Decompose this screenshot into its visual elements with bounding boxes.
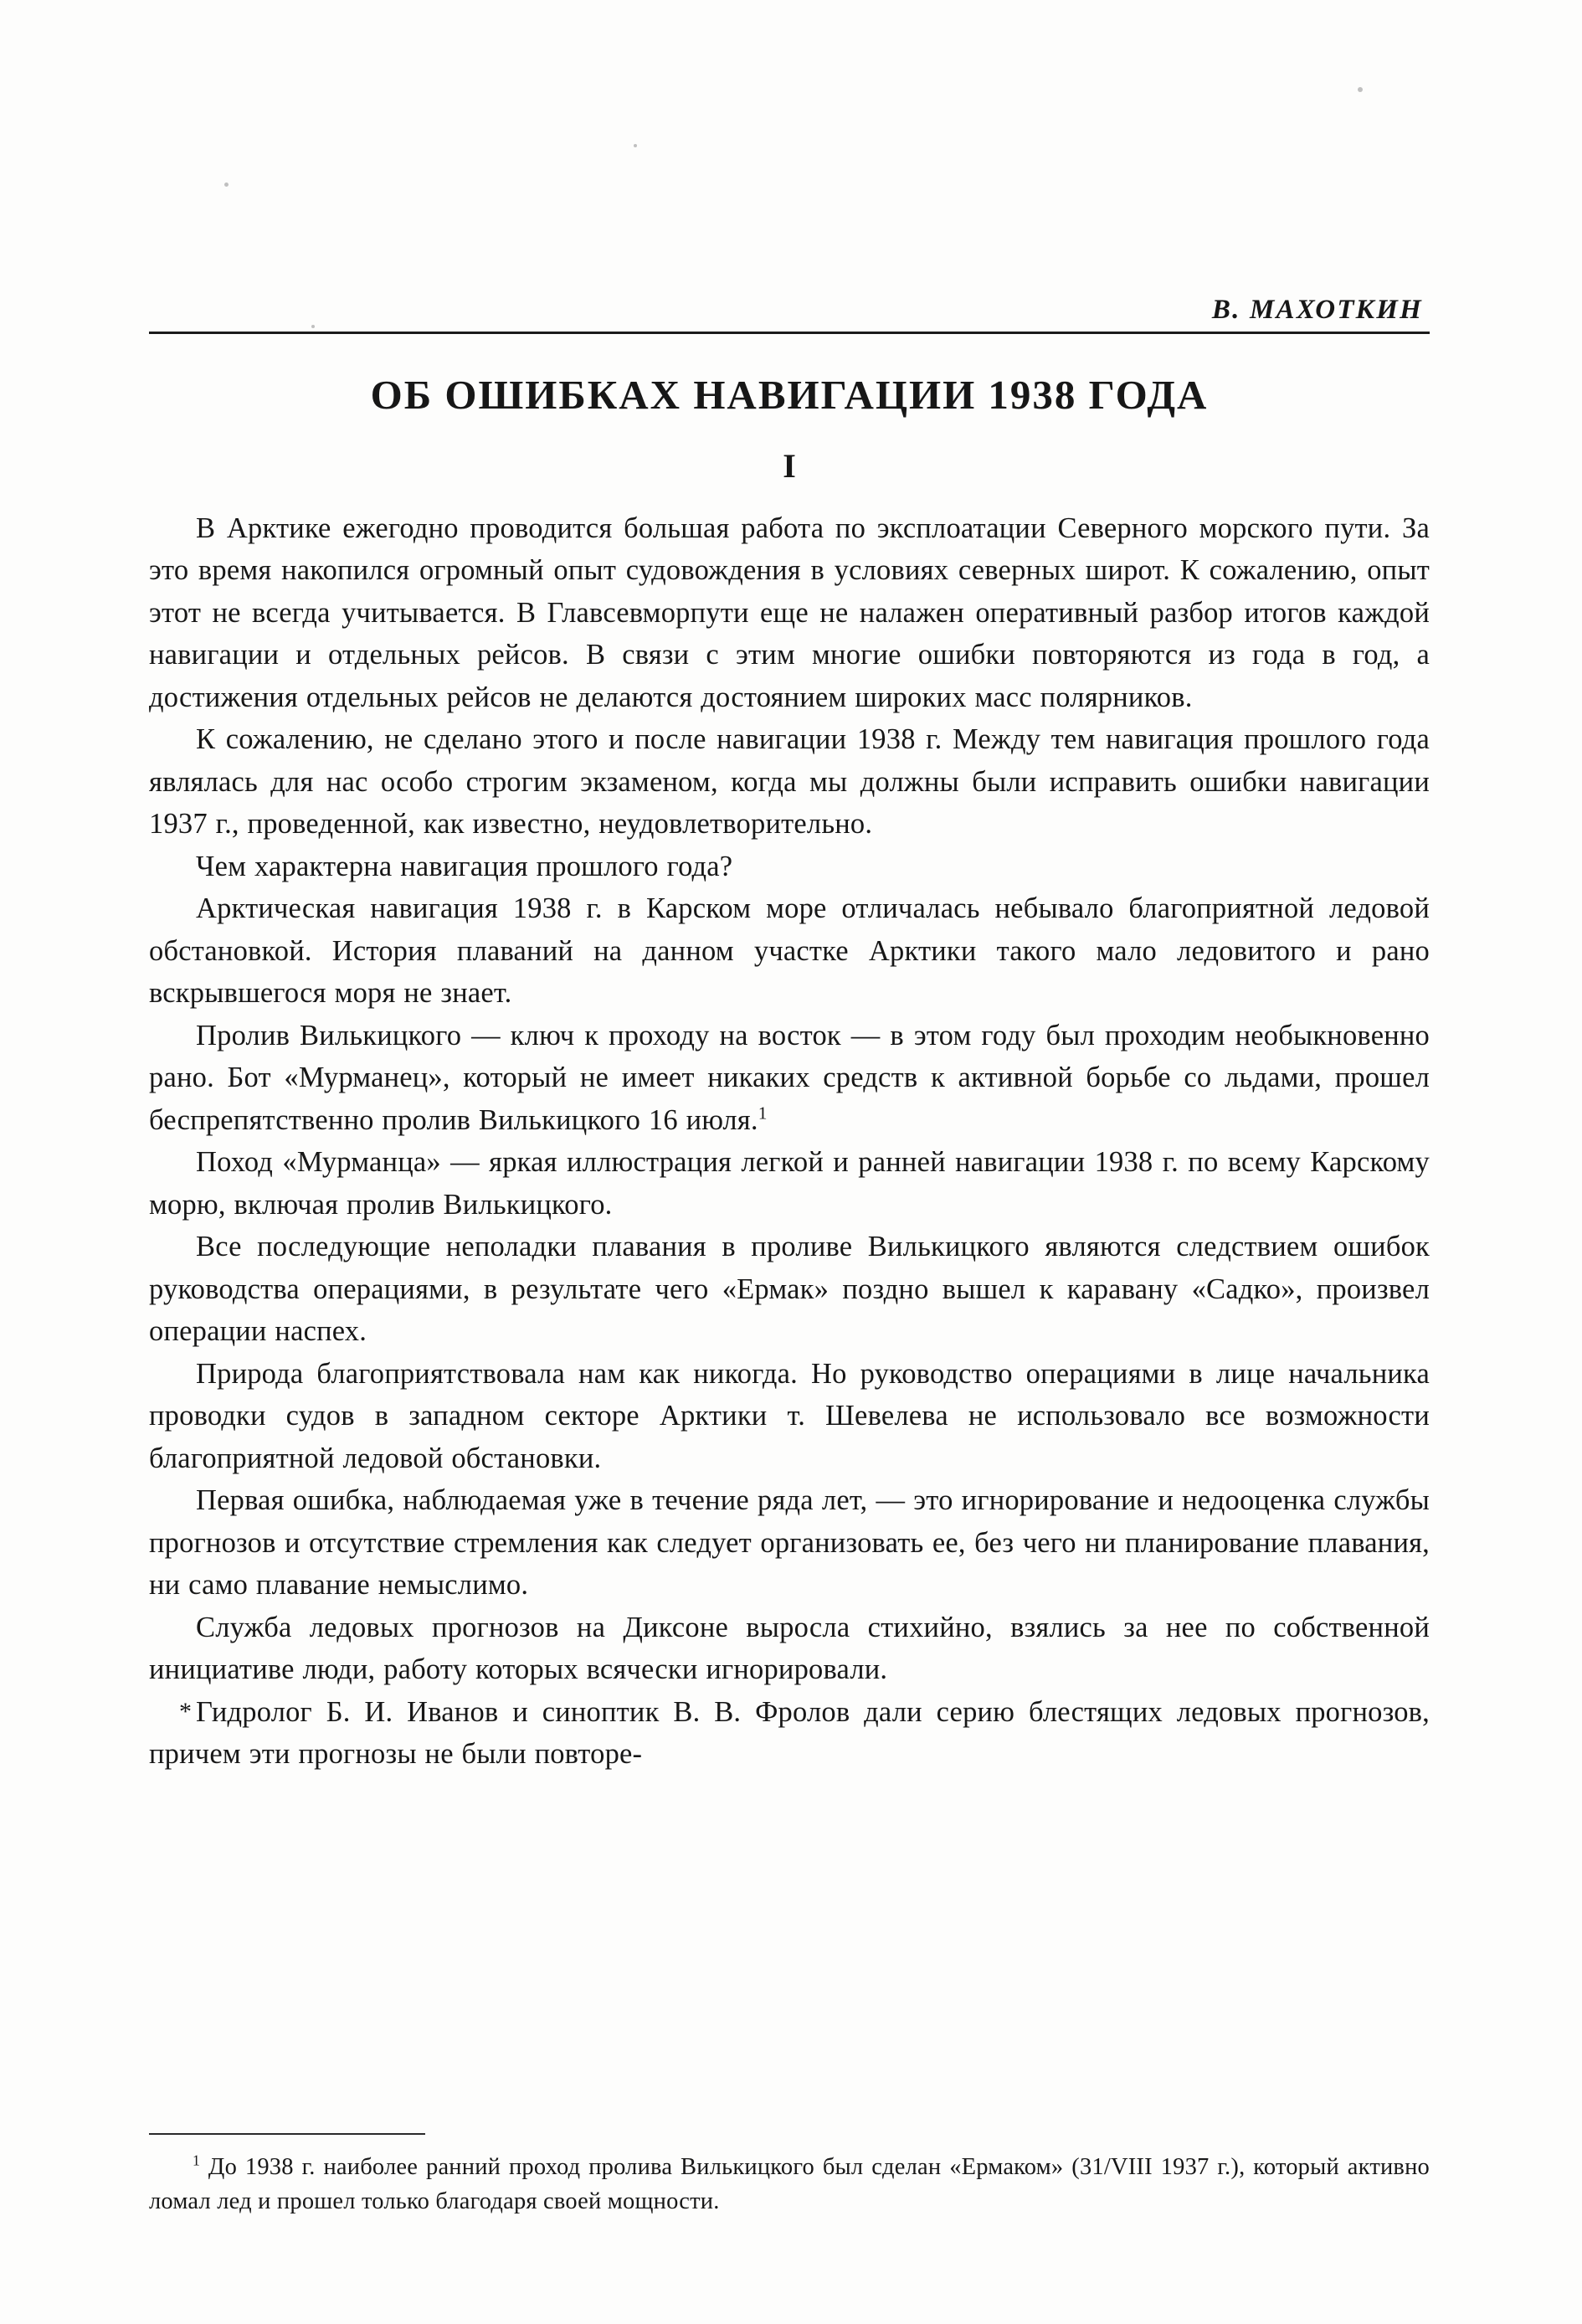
- paragraph: В Арктике ежегодно проводится большая работа по эксплоатации Северного морского пути. За это время накопился огромный опыт судовождения в условиях северных широт. К сожалению, опыт этот не всегда учитывается. В Главсевморпути еще не налажен оперативный разбор итогов каждой навигации и отдельных рейсов. В связи с этим многие ошибки повторяются из года в год, а достижения отдельных рейсов не делаются достоянием широких масс полярников.: [149, 512, 1430, 713]
- article-body: [149, 295, 1430, 1776]
- paragraph: Все последующие неполадки плавания в проливе Вилькицкого являются следствием ошибок руководства операциями, в результате чего «Ермак» поздно вышел к каравану «Садко», произвел операции наспех.: [149, 1231, 1430, 1348]
- paragraph-text: Гидролог Б. И. Иванов и синоптик В. В. Фролов дали серию блестящих ледовых прогнозов, причем эти прогнозы не были повторе-: [149, 1695, 1430, 1771]
- paragraph: Арктическая навигация 1938 г. в Карском море отличалась небывало благоприятной ледовой обстановкой. История плаваний на данном участке Арктики такого мало ледовитого и рано вскрывшегося моря не знает.: [149, 892, 1430, 1010]
- paragraph: Чем характерна навигация прошлого года?: [196, 850, 733, 882]
- paper-speck: [1358, 87, 1363, 92]
- footnote-reference: 1: [758, 1103, 768, 1123]
- paragraph: К сожалению, не сделано этого и после навигации 1938 г. Между тем навигация прошлого года являлась для нас особо строгим экзаменом, когда мы должны были исправить ошибки навигации 1937 г., проведенной, как известно, неудовлетворительно.: [149, 723, 1430, 841]
- paper-speck: [634, 144, 637, 147]
- paragraph: Природа благоприятствовала нам как никогда. Но руководство операциями в лице начальника проводки судов в западном секторе Арктики т. Шевелева не использовало все возможности благоприятной ледовой обстановки.: [149, 1357, 1430, 1474]
- footnote-body: До 1938 г. наиболее ранний проход пролива Вилькицкого был сделан «Ермаком» (31/VIII 1937 г.), который активно ломал лед и прошел только благодаря своей мощности.: [149, 2154, 1430, 2214]
- paragraph-text: Пролив Вилькицкого — ключ к проходу на восток — в этом году был проходим необыкновенно рано. Бот «Мурманец», который не имеет никаких средств к активной борьбе со льдами, прошел беспрепятственно пролив Вилькицкого 16 июля.: [149, 1019, 1430, 1136]
- paragraph: [149, 1691, 1430, 1776]
- section-number: I: [783, 446, 796, 485]
- paragraph: Первая ошибка, наблюдаемая уже в течение ряда лет, — это игнорирование и недооценка службы прогнозов и отсутствие стремления как следует организовать ее, без чего ни планирование плавания, ни само плавание немыслимо.: [149, 1484, 1430, 1602]
- paper-speck: [224, 183, 229, 187]
- footnote-marker: 1: [193, 2152, 201, 2169]
- author-byline: В. МАХОТКИН: [149, 295, 1430, 334]
- footnote-divider: [149, 2133, 425, 2135]
- paragraph: Служба ледовых прогнозов на Диксоне выросла стихийно, взялись за нее по собственной инициативе люди, работу которых всячески игнорировали.: [149, 1611, 1430, 1686]
- asterisk-mark: *: [179, 1697, 193, 1725]
- footnote-text: [149, 2150, 1430, 2219]
- footnote-area: [149, 2133, 1430, 2219]
- page-title: ОБ ОШИБКАХ НАВИГАЦИИ 1938 ГОДА: [370, 372, 1209, 418]
- paragraph: Поход «Мурманца» — яркая иллюстрация легкой и ранней навигации 1938 г. по всему Карскому морю, включая пролив Вилькицкого.: [149, 1146, 1430, 1221]
- paragraph-with-footnote-ref: [149, 1015, 1430, 1142]
